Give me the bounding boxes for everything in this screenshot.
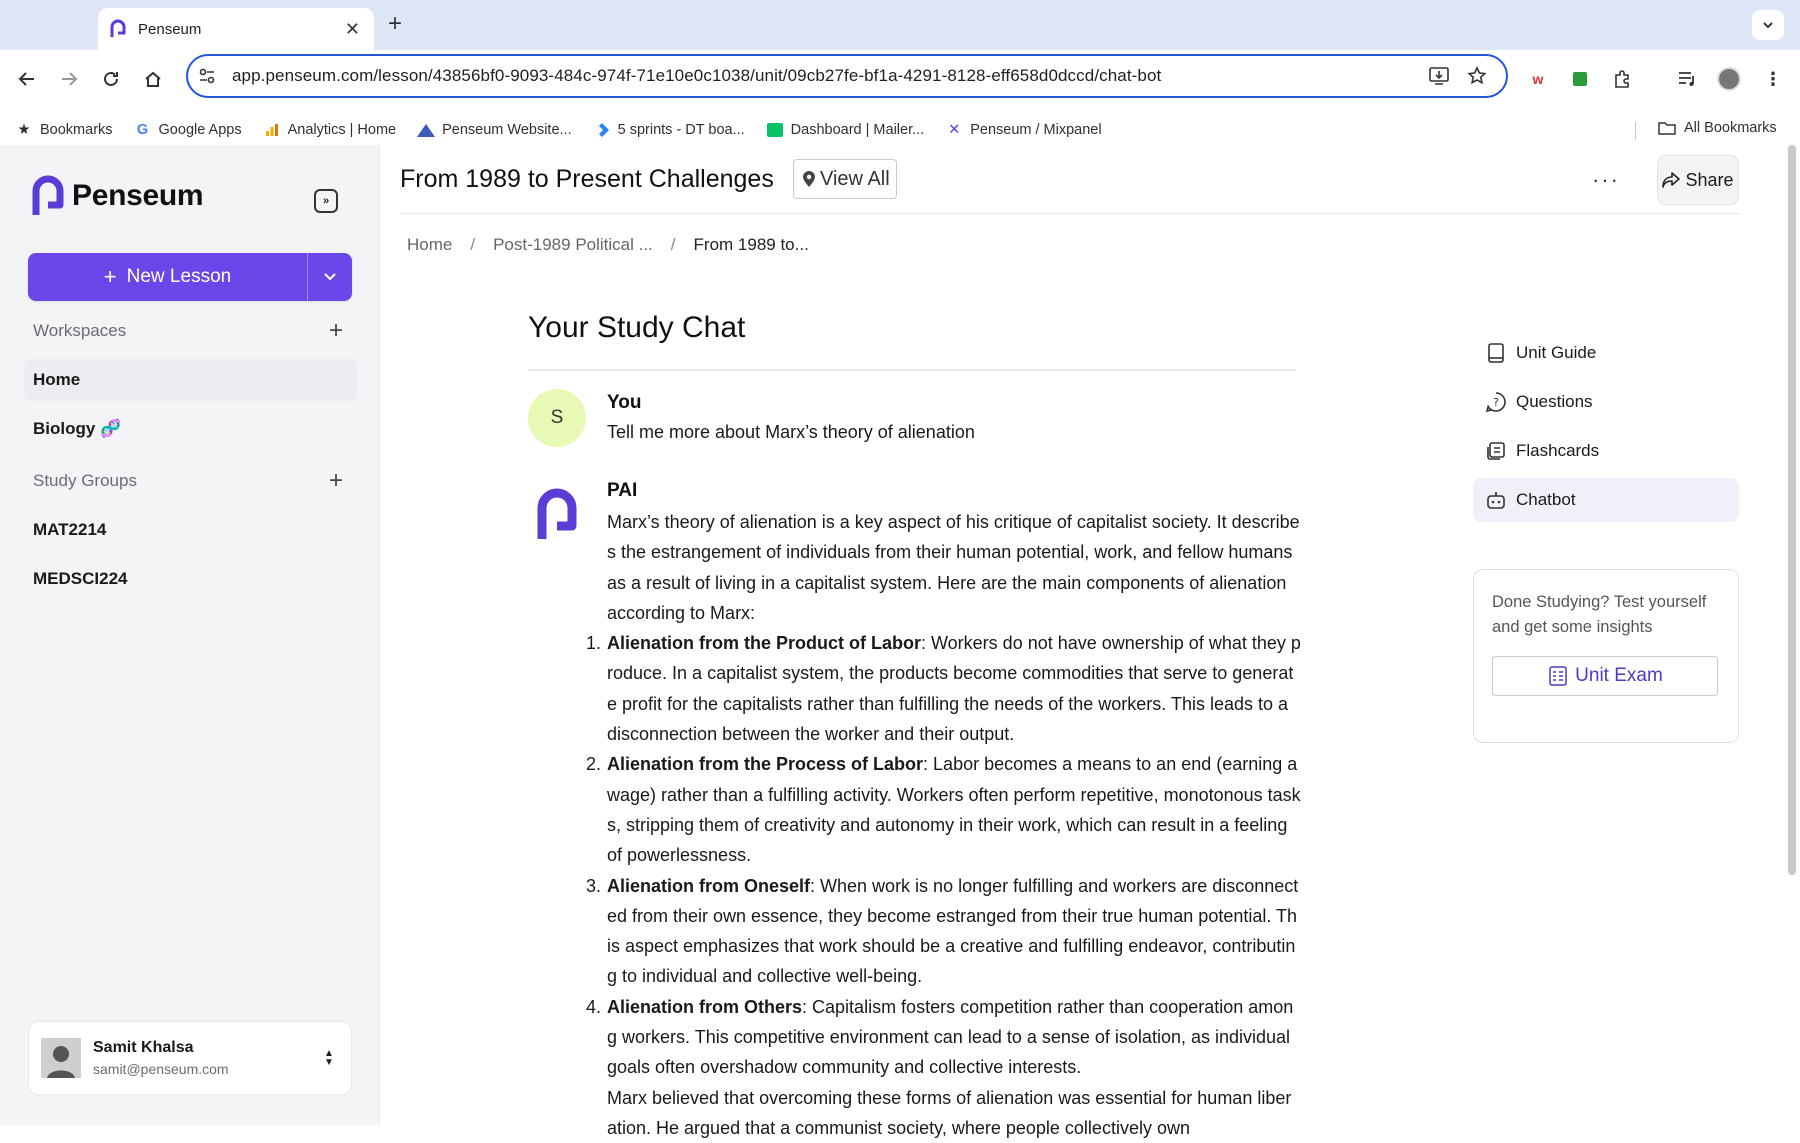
browser-tabstrip <box>0 0 1800 50</box>
home-icon[interactable] <box>138 64 168 94</box>
analytics-icon <box>264 122 280 138</box>
new-tab-icon[interactable]: + <box>388 10 403 37</box>
user-avatar: S <box>528 389 586 447</box>
chat-divider <box>528 369 1296 371</box>
media-control-icon[interactable] <box>1672 64 1702 94</box>
logo-text: Penseum <box>72 179 204 212</box>
pai-bot-icon <box>536 487 578 541</box>
forward-icon[interactable] <box>54 64 84 94</box>
collapse-sidebar-icon[interactable]: » <box>314 189 338 213</box>
list-item: 1. Alienation from the Product of Labor: Workers do not have ownership of what they produce. In a capitalist system, the products become commodities that serve to generate profit for the capitalists rather than fulfilling the needs of the workers. This leads to a disconnection between the worker and their output. <box>586 633 1301 745</box>
workspaces-label: Workspaces <box>33 321 127 340</box>
exam-icon <box>1547 665 1569 687</box>
penseum-logo[interactable] <box>32 175 203 217</box>
sidebar <box>0 145 380 1125</box>
location-pin-icon <box>802 170 816 188</box>
chevron-updown-icon[interactable]: ▲ ▼ <box>324 1048 334 1068</box>
mountain-icon <box>418 122 434 138</box>
page-scrollbar[interactable] <box>1788 145 1796 875</box>
new-lesson-label: New Lesson <box>126 266 232 287</box>
study-groups-header <box>33 467 343 495</box>
bot-intro: Marx’s theory of alienation is a key aspect of his critique of capitalist society. It describes the estrangement of individuals from their human potential, work, and fellow humans as a result of living in a capitalist system. Here are the main components of alienation according to Marx: <box>607 512 1300 623</box>
user-message-name: You <box>607 392 642 413</box>
breadcrumb <box>407 235 809 255</box>
workspaces-header <box>33 317 343 345</box>
chevron-down-icon[interactable] <box>308 253 352 301</box>
tab-questions[interactable]: ? Questions <box>1473 380 1739 424</box>
bookmark-star-icon[interactable] <box>1462 61 1492 91</box>
add-workspace-icon[interactable]: + <box>328 317 343 344</box>
bookmark-item[interactable]: ✕ Penseum / Mixpanel <box>948 122 1102 138</box>
user-message-text: Tell me more about Marx’s theory of alienation <box>607 422 975 442</box>
main-content <box>380 145 1800 1138</box>
tab-flashcards[interactable]: Flashcards <box>1473 429 1739 473</box>
bot-message-text <box>586 507 1301 1143</box>
tab-close-icon[interactable]: ✕ <box>344 18 360 39</box>
install-app-icon[interactable] <box>1424 61 1454 91</box>
site-settings-icon[interactable] <box>198 67 216 85</box>
breadcrumb-home[interactable]: Home <box>407 235 453 254</box>
user-card[interactable] <box>28 1021 352 1095</box>
google-icon: G <box>136 122 149 138</box>
unit-tools-nav <box>1473 331 1739 527</box>
list-item: 3. Alienation from Oneself: When work is no longer fulfilling and workers are disconnected from their own essence, they become estranged from their true human potential. This aspect emphasizes that work should be a creative and fulfilling endeavor, contributing to individual and collective well-being. <box>586 875 1299 987</box>
view-all-button[interactable] <box>793 159 897 199</box>
sidebar-item-biology[interactable]: Biology 🧬 <box>33 419 122 438</box>
sidebar-item-medsci224[interactable]: MEDSCI224 <box>33 569 128 588</box>
tab-title: Penseum <box>138 20 202 38</box>
star-icon: ★ <box>17 122 31 138</box>
back-icon[interactable] <box>12 64 42 94</box>
all-bookmarks[interactable]: All Bookmarks <box>1658 120 1777 136</box>
bot-message-name: PAI <box>607 480 638 501</box>
plus-icon: + <box>103 264 117 289</box>
bookmarks-divider <box>1635 122 1636 140</box>
sidebar-item-mat2214[interactable]: MAT2214 <box>33 520 107 539</box>
unit-exam-label: Unit Exam <box>1575 665 1663 686</box>
question-icon <box>1486 392 1506 412</box>
bookmark-item[interactable]: 5 sprints - DT boa... <box>594 122 745 138</box>
bot-outro: Marx believed that overcoming these forms of alienation was essential for human liberation. He argued that a communist society, where people collectively own <box>607 1087 1292 1138</box>
jira-icon <box>594 122 610 138</box>
bookmark-item[interactable]: Analytics | Home <box>264 122 397 138</box>
avatar <box>41 1038 81 1078</box>
unit-exam-card <box>1473 569 1739 743</box>
penseum-favicon-icon <box>110 20 126 38</box>
page-title: From 1989 to Present Challenges <box>400 165 774 193</box>
tab-unit-guide[interactable]: Unit Guide <box>1473 331 1739 375</box>
extension-green-icon[interactable] <box>1565 64 1595 94</box>
robot-icon <box>1486 490 1506 510</box>
more-options-icon[interactable]: ··· <box>1592 167 1620 192</box>
alienation-list <box>586 628 1301 1082</box>
bookmarks-bar <box>0 110 1800 150</box>
chat-title: Your Study Chat <box>528 311 746 344</box>
url-text[interactable]: app.penseum.com/lesson/43856bf0-9093-484c-974f-71e10e0c1038/unit/09cb27fe-bf1a-4291-8128-eff658d0dccd/chat-bot <box>232 66 1162 85</box>
mixpanel-icon: ✕ <box>948 122 961 138</box>
reload-icon[interactable] <box>96 64 126 94</box>
bookmark-item[interactable]: ★ Bookmarks <box>17 122 113 138</box>
bookmark-item[interactable]: Penseum Website... <box>418 122 572 138</box>
browser-menu-icon[interactable]: ⋮ <box>1764 69 1782 89</box>
breadcrumb-separator: / <box>470 235 476 254</box>
tab-search-icon[interactable] <box>1752 10 1784 40</box>
extension-red-icon[interactable]: w <box>1532 71 1544 87</box>
browser-toolbar <box>0 50 1800 154</box>
share-label: Share <box>1685 169 1734 190</box>
book-icon <box>1486 343 1506 363</box>
folder-icon <box>1658 121 1676 135</box>
add-study-group-icon[interactable]: + <box>328 467 343 494</box>
list-item: 2. Alienation from the Process of Labor: Labor becomes a means to an end (earning a wage) rather than a fulfilling activity. Workers often perform repetitive, monotonous tasks, stripping them of creativity and autonomy in their work, which can result in a feeling of powerlessness. <box>586 754 1301 866</box>
study-groups-label: Study Groups <box>33 471 137 490</box>
profile-avatar-icon[interactable] <box>1714 64 1744 94</box>
tab-chatbot[interactable]: Chatbot <box>1473 478 1739 522</box>
bookmark-item[interactable]: G Google Apps <box>135 122 242 138</box>
header-divider <box>400 213 1740 214</box>
extensions-puzzle-icon[interactable] <box>1607 64 1637 94</box>
mailer-icon <box>767 122 783 138</box>
view-all-label: View All <box>820 167 890 190</box>
sidebar-item-home[interactable]: Home <box>24 359 358 401</box>
exam-prompt: Done Studying? Test yourself and get some insights <box>1492 593 1707 636</box>
new-lesson-main[interactable] <box>28 253 308 301</box>
unit-exam-button[interactable] <box>1492 656 1718 696</box>
penseum-logo-icon <box>32 175 64 217</box>
share-icon <box>1662 172 1680 188</box>
share-button[interactable] <box>1657 155 1739 205</box>
browser-tab[interactable] <box>98 8 374 50</box>
flashcards-icon <box>1486 441 1506 461</box>
breadcrumb-current: From 1989 to... <box>693 235 809 254</box>
user-email: samit@penseum.com <box>93 1061 229 1077</box>
svg-text:?: ? <box>1493 396 1499 409</box>
user-name: Samit Khalsa <box>93 1039 194 1056</box>
breadcrumb-lesson[interactable]: Post-1989 Political ... <box>493 235 653 254</box>
new-lesson-button[interactable] <box>28 253 352 301</box>
address-bar[interactable] <box>186 54 1508 98</box>
bookmark-item[interactable]: Dashboard | Mailer... <box>767 122 925 138</box>
list-item: 4. Alienation from Others: Capitalism fosters competition rather than cooperation among workers. This competitive environment can lead to a sense of isolation, as individual goals often overshadow community and collective interests. <box>586 996 1294 1078</box>
breadcrumb-separator: / <box>670 235 676 254</box>
